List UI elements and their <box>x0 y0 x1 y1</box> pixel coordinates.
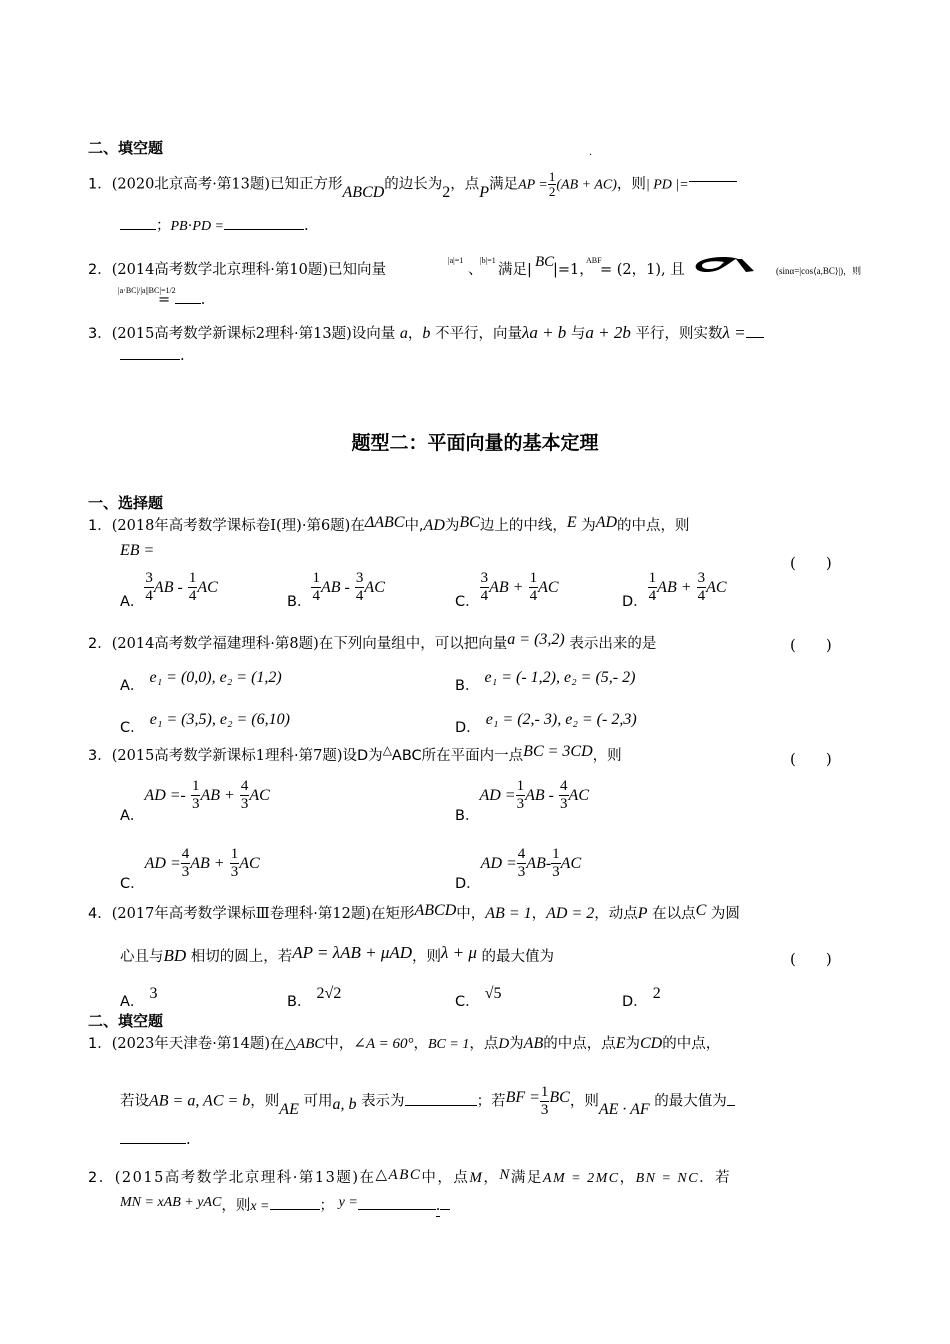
question-text: 表示出来的是 <box>569 636 657 652</box>
option-a[interactable] <box>120 570 218 610</box>
end-period: . <box>180 348 185 364</box>
question-text: 中，点 <box>421 1170 470 1186</box>
math-c: C <box>695 902 707 919</box>
math-bc-cd: BC = 3CD <box>523 743 593 760</box>
fraction: $\frac{1}{4}$ <box>529 570 538 604</box>
question-text: 为圆 <box>710 906 740 922</box>
option-math: AD = <box>144 855 181 872</box>
option-math: AC <box>239 855 260 872</box>
option-c[interactable] <box>120 708 290 736</box>
option-math: AC <box>706 579 727 596</box>
section-heading-fill-in-2: 二、填空题 <box>88 1012 164 1030</box>
choice-question-4-line-2 <box>120 943 554 967</box>
answer-blank[interactable] <box>175 303 201 304</box>
option-math: √5 <box>484 985 502 1002</box>
math-bd: BD <box>163 946 187 965</box>
math-expr1: λa + b <box>521 323 567 342</box>
question-text: ，则 <box>412 949 442 965</box>
option-a[interactable] <box>120 666 282 694</box>
option-math: AB + <box>657 579 692 596</box>
option-b[interactable] <box>287 984 342 1010</box>
question-text: 的中点，则 <box>617 518 690 534</box>
question-text: ，则 <box>569 1093 599 1110</box>
option-b[interactable] <box>287 570 385 610</box>
option-math: AB - <box>320 579 350 596</box>
question-text: ，动点 <box>594 906 638 922</box>
fraction: $\frac{4}{3}$ <box>517 846 526 880</box>
fraction: $\frac{1}{3}$ <box>230 846 239 880</box>
question-number: 3． <box>88 748 112 764</box>
math-pd: | PD |= <box>645 177 689 193</box>
option-label: C． <box>120 720 145 736</box>
fraction: $\frac{4}{3}$ <box>240 778 249 812</box>
question-source: (2015高考数学新课标1理科·第7题) <box>111 748 343 764</box>
question-text: 的中点，点 <box>543 1036 616 1052</box>
math-set-ab-ac: AB = a, AC = b <box>149 1092 251 1110</box>
question-source: (2020北京高考·第13题) <box>111 176 271 193</box>
question-2-line-1 <box>88 260 386 280</box>
option-label: B． <box>455 808 480 824</box>
option-label: C． <box>455 594 480 610</box>
option-label: A． <box>120 808 145 824</box>
question-3-line-2 <box>120 346 185 366</box>
section-heading-choice: 一、选择题 <box>88 494 164 512</box>
option-label: B． <box>287 594 312 610</box>
answer-parentheses[interactable]: ( ) <box>790 950 832 968</box>
answer-parentheses[interactable]: ( ) <box>790 750 832 768</box>
question-text: 为 <box>625 1036 640 1052</box>
question-number: 2． <box>88 1170 115 1186</box>
option-math: 2 <box>652 985 661 1002</box>
fill-question-1-line-3 <box>120 1130 191 1150</box>
math-ae: AE <box>279 1100 299 1118</box>
question-source: (2017年高考数学课标Ⅲ卷理科·第12题) <box>111 906 371 922</box>
question-text: ，则 <box>592 748 622 764</box>
fraction: $\frac{1}{3}$ <box>552 846 560 880</box>
answer-blank[interactable] <box>746 337 764 338</box>
math-cd: CD <box>640 1035 663 1052</box>
math-ab: AB = 1 <box>485 905 532 922</box>
option-math: AC <box>568 787 589 804</box>
question-text: ，点 <box>469 1036 499 1052</box>
question-text: ABC所在平面内一点 <box>391 748 524 764</box>
option-math: AD =- <box>144 787 186 804</box>
math-lambda-mu: λ + μ <box>441 943 477 962</box>
triangle-symbol: △ <box>382 743 392 757</box>
equals: = <box>158 292 171 308</box>
question-text: 在 <box>270 1036 285 1052</box>
option-label: D． <box>455 720 481 736</box>
vector-a-image: |a|=1 <box>448 256 464 265</box>
stray-dot: · <box>589 150 593 161</box>
question-1-line-1 <box>88 170 737 199</box>
question-text: ．若 <box>699 1170 732 1186</box>
math-angle: ∠A = 60° <box>353 1036 414 1052</box>
comma: ， <box>619 1170 636 1186</box>
question-number: 1． <box>88 1036 112 1052</box>
question-text: 在矩形 <box>371 906 415 922</box>
question-text: 与 <box>570 326 586 342</box>
question-text: = (2，1), 且 <box>600 262 685 278</box>
option-c[interactable] <box>455 570 559 610</box>
fraction: $\frac{4}{3}$ <box>181 846 190 880</box>
question-text: 平行，则实数 <box>635 326 723 342</box>
end-period: . <box>304 218 309 234</box>
math-abcd: ABCD <box>414 902 457 919</box>
question-text: 已知正方形 <box>270 176 343 193</box>
fraction-half: $\frac{1}{2}$ <box>548 169 556 199</box>
math-p: P <box>479 183 490 201</box>
question-number: 1． <box>88 518 112 534</box>
choice-question-4-line-1 <box>88 904 740 924</box>
option-math: AC <box>249 787 270 804</box>
question-number: 2． <box>88 262 112 278</box>
option-b[interactable] <box>455 666 636 694</box>
math-ap: AP = λAB + μAD <box>292 943 413 962</box>
option-math: AD = <box>480 855 517 872</box>
math-vector-a: a = (3,2) <box>507 631 565 648</box>
end-period: . <box>186 1132 191 1148</box>
option-math: e₁ = (2,- 3), e₂ = (- 2,3) <box>485 711 637 728</box>
math-bc: BC <box>459 514 480 531</box>
option-b[interactable] <box>455 778 589 824</box>
question-text: 表示为 <box>361 1093 405 1110</box>
end-period: . <box>436 1196 441 1217</box>
question-text: 的最大值为 <box>654 1093 727 1110</box>
question-text: ；若 <box>476 1093 506 1110</box>
option-label: C． <box>455 994 480 1010</box>
question-text: ，点 <box>450 176 480 193</box>
answer-blank[interactable] <box>440 1209 450 1210</box>
math-bc: BC <box>535 254 555 270</box>
comma: ， <box>531 906 547 922</box>
question-text: 的中点， <box>662 1036 721 1052</box>
question-text: 满足| <box>498 262 532 278</box>
question-text: 中， <box>324 1036 354 1052</box>
math-am: AM = 2MC <box>542 1171 620 1186</box>
vector-b-image: |b|=1 <box>480 256 496 265</box>
fraction: $\frac{1}{3}$ <box>516 778 525 812</box>
answer-parentheses[interactable]: ( ) <box>790 554 832 572</box>
question-text: 的最大值为 <box>481 949 554 965</box>
math-e: E <box>566 514 577 531</box>
question-source: (2014高考数学福建理科·第8题) <box>111 636 319 652</box>
choice-question-1-line-1 <box>88 516 690 536</box>
math-eb: EB = <box>120 542 155 559</box>
option-math: e₁ = (3,5), e₂ = (6,10) <box>149 711 290 728</box>
question-text: 不平行，向量 <box>434 326 522 342</box>
math-p: P <box>637 905 648 922</box>
answer-blank[interactable] <box>689 181 737 182</box>
question-text: 设D为 <box>342 748 383 764</box>
math-ad: AD <box>423 517 445 534</box>
question-text: 若设 <box>120 1093 149 1110</box>
math-abcd: ABCD <box>342 183 385 201</box>
answer-blank[interactable] <box>727 1105 735 1106</box>
option-math: 3 <box>149 985 158 1002</box>
page-title: 题型二：平面向量的基本定理 <box>351 432 599 454</box>
option-math: AB - <box>153 579 183 596</box>
option-label: A． <box>120 994 145 1010</box>
comma: ， <box>483 1170 500 1186</box>
fraction: $\frac{3}{4}$ <box>480 570 489 604</box>
question-text: 心且与 <box>120 949 164 965</box>
option-label: B． <box>287 994 312 1010</box>
question-text: 中, <box>404 518 424 534</box>
option-label: C． <box>120 876 145 892</box>
question-number: 4． <box>88 906 112 922</box>
question-3-line-1 <box>88 323 764 344</box>
question-text-alpha: (sinα=|cos⟨a,BC⟩|)，则 <box>776 266 862 276</box>
math-ad: AD = 2 <box>546 905 595 922</box>
option-math: AC <box>197 579 218 596</box>
answer-blank-x[interactable] <box>270 1209 320 1210</box>
math-bc: BC = 1 <box>427 1037 470 1052</box>
option-d[interactable] <box>455 708 637 736</box>
question-text: 的边长为 <box>384 176 443 193</box>
option-a[interactable] <box>120 984 158 1010</box>
option-math: e₁ = (- 1,2), e₂ = (5,- 2) <box>484 669 636 686</box>
math-bc: BC <box>549 1088 570 1106</box>
question-text: 为 <box>581 518 596 534</box>
question-source: (2014高考数学北京理科·第10题) <box>111 262 329 278</box>
fill-question-2-line-1 <box>88 1168 731 1189</box>
math-d: D <box>498 1036 510 1052</box>
separator: ； <box>156 218 171 234</box>
fill-question-2-line-2 <box>120 1196 450 1217</box>
question-text: ，则 <box>221 1198 251 1214</box>
question-text: 在以点 <box>652 906 696 922</box>
choice-question-3 <box>88 743 622 766</box>
end-period: . <box>200 292 206 308</box>
option-label: D． <box>455 876 481 892</box>
choice-question-2 <box>88 631 657 654</box>
math-ab: AB <box>523 1035 544 1052</box>
option-math: 2√2 <box>316 985 342 1002</box>
option-d[interactable] <box>455 846 582 892</box>
question-source: (2018年高考数学课标卷Ⅰ(理)·第6题) <box>111 518 351 534</box>
math-a-b: a, b <box>332 1095 357 1113</box>
math-triangle-abc: ΔABC <box>364 514 405 531</box>
option-label: B． <box>455 678 480 694</box>
question-number: 3． <box>88 326 112 342</box>
option-math: AC <box>560 855 582 872</box>
option-c[interactable] <box>455 984 502 1010</box>
question-text: 在下列向量组中，可以把向量 <box>318 636 508 652</box>
comma: ， <box>413 1036 428 1052</box>
math-two: 2 <box>442 183 451 201</box>
option-math: AB + <box>489 579 524 596</box>
question-text: 已知向量 <box>328 262 387 278</box>
option-label: D． <box>622 994 648 1010</box>
fraction: $\frac{1}{4}$ <box>312 570 320 604</box>
question-number: 1． <box>88 176 112 193</box>
math-x: x = <box>250 1199 270 1214</box>
question-text: 设向量 <box>351 326 396 342</box>
option-math: AC <box>538 579 559 596</box>
question-number: 2． <box>88 636 112 652</box>
question-text: ，则 <box>250 1093 280 1110</box>
option-a[interactable] <box>120 778 270 824</box>
abf-image: ABF <box>586 256 602 265</box>
math-b: b <box>422 325 431 342</box>
math-bn: BN = NC <box>635 1171 700 1186</box>
question-text: 在 <box>350 518 365 534</box>
question-text: 、 <box>468 262 483 278</box>
question-source: (2023年天津卷·第14题) <box>111 1036 271 1052</box>
fraction: $\frac{1}{4}$ <box>188 570 197 604</box>
option-math: AD = <box>479 787 516 804</box>
question-text: ，则 <box>616 176 646 193</box>
fraction: $\frac{3}{4}$ <box>697 570 706 604</box>
option-d[interactable] <box>622 570 727 610</box>
question-text: 可用 <box>303 1093 333 1110</box>
fraction: $\frac{1}{3}$ <box>191 778 200 812</box>
question-text: 边上的中线， <box>479 518 567 534</box>
math-triangle-abc: △ABC <box>284 1036 325 1052</box>
math-lambda: λ = <box>722 323 746 342</box>
math-mn: MN = xAB + yAC <box>120 1195 222 1210</box>
math-sum: (AB + AC) <box>556 177 617 193</box>
question-text: 中， <box>456 906 486 922</box>
answer-blank[interactable] <box>120 359 180 360</box>
answer-blank[interactable] <box>405 1105 477 1106</box>
math-triangle-abc: △ABC <box>375 1167 422 1183</box>
option-label: D． <box>622 594 648 610</box>
fraction-third: $\frac{1}{3}$ <box>540 1084 549 1118</box>
question-text: 相切的圆上，若 <box>190 949 293 965</box>
question-text: 满足 <box>510 1170 543 1186</box>
fraction: $\frac{4}{3}$ <box>560 778 568 812</box>
fill-question-1-line-2 <box>120 1084 735 1119</box>
math-bf: BF = <box>505 1088 540 1106</box>
answer-blank[interactable] <box>224 229 304 230</box>
answer-blank[interactable] <box>120 1143 186 1144</box>
fill-question-1-line-1 <box>88 1034 720 1055</box>
question-text: |=1， <box>553 262 594 278</box>
answer-parentheses[interactable]: ( ) <box>790 636 832 654</box>
option-label: A． <box>120 678 145 694</box>
fraction: $\frac{3}{4}$ <box>355 570 364 604</box>
answer-blank-y[interactable] <box>358 1209 436 1210</box>
question-2-line-2 <box>158 290 205 310</box>
option-math: AC <box>364 579 385 596</box>
math-pb-pd: PB⋅PD = <box>170 219 225 234</box>
math-expr2: a + 2b <box>585 323 631 342</box>
math-ae-af: AE · AF <box>598 1100 650 1118</box>
option-math: AB + <box>200 787 235 804</box>
question-source: (2015高考数学新课标2理科·第13题) <box>111 326 352 342</box>
fraction: $\frac{1}{4}$ <box>648 570 657 604</box>
section-heading-fill-in: 二、填空题 <box>88 139 164 157</box>
option-d[interactable] <box>622 984 661 1010</box>
question-text: 为 <box>444 518 460 534</box>
separator: ； <box>319 1198 334 1214</box>
fraction: $\frac{3}{4}$ <box>145 570 153 604</box>
alpha-symbol-icon <box>694 256 756 276</box>
math-ad: AD <box>595 514 618 531</box>
ratio-image: |a·BC|/|a||BC|=1/2 <box>118 286 176 295</box>
math-m: M <box>469 1170 484 1186</box>
math-e: E <box>615 1035 626 1052</box>
question-text: 满足 <box>489 176 519 193</box>
comma: ， <box>407 326 423 342</box>
option-c[interactable] <box>120 846 260 892</box>
question-source: (2015高考数学北京理科·第13题) <box>114 1170 360 1186</box>
question-text: 在 <box>359 1170 376 1186</box>
option-math: AB- <box>526 855 552 872</box>
math-a: a <box>399 325 408 342</box>
question-text: 为 <box>509 1036 524 1052</box>
option-math: AB + <box>190 855 225 872</box>
math-ap: AP = <box>518 177 548 193</box>
answer-blank[interactable] <box>120 229 156 230</box>
option-label: A． <box>120 594 145 610</box>
math-n: N <box>499 1167 511 1183</box>
option-math: AB - <box>525 787 554 804</box>
math-y: y = <box>338 1195 358 1210</box>
question-1-line-2 <box>120 216 309 237</box>
option-math: e₁ = (0,0), e₂ = (1,2) <box>149 669 282 686</box>
